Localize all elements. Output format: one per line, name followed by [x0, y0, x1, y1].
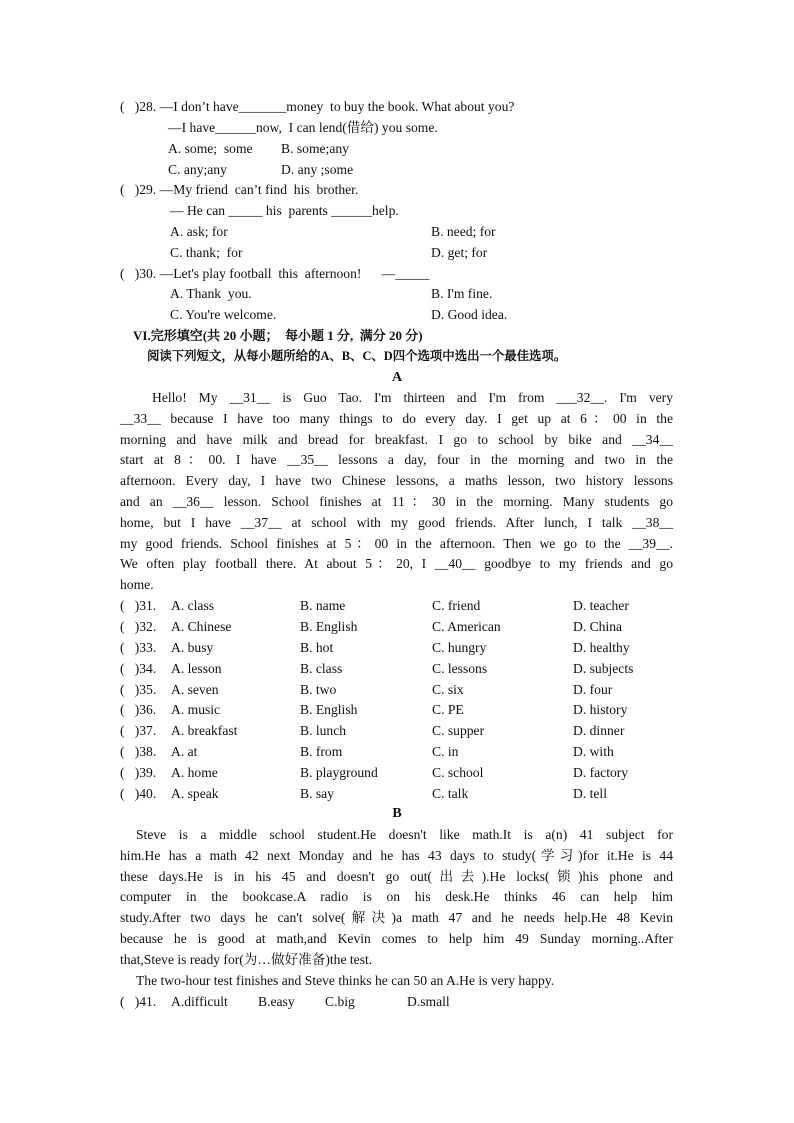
- section-instruction: 阅读下列短文，从每小题所给的A、B、C、D四个选项中选出一个最佳选项。: [147, 349, 567, 363]
- option-a: A. at: [171, 744, 198, 759]
- q30-stem: ( )30. —Let's play football this afternoon! —_____: [120, 266, 430, 281]
- option-d: D. history: [573, 702, 628, 717]
- passage-b-line-5: study.After two days he can't solve(解决)a math 47 and he needs help.He 48 Kevin: [120, 910, 673, 926]
- passage-a-line-4: start at 8：00. I have __35__ lessons a day, four in the morning and two in the: [120, 452, 673, 468]
- passage-a-line-5: afternoon. Every day, I have two Chinese lessons, a maths lesson, two history lessons: [120, 473, 673, 489]
- section-title: VI.完形填空(共 20 小题； 每小题 1 分, 满分 20 分): [133, 328, 423, 343]
- option-a: A. Chinese: [171, 619, 232, 634]
- option-row-number: ( )34.: [120, 661, 157, 676]
- option-a: A. class: [171, 598, 215, 613]
- option-c: C. American: [432, 619, 501, 634]
- option-row-number: ( )36.: [120, 702, 157, 717]
- passage-a-label: A: [391, 370, 403, 385]
- option-b: B. name: [300, 598, 346, 613]
- q30-option-a: A. Thank you.: [170, 286, 252, 301]
- passage-a-line-7: home, but I have __37__ at school with my good friends. After lunch, I talk __38__: [120, 514, 673, 530]
- option-c: C. talk: [432, 786, 469, 801]
- option-b: B. class: [300, 661, 343, 676]
- passage-a-line-9: We often play football there. At about 5：20, I __40__ goodbye to my friends and go: [120, 556, 673, 572]
- option-b: B. two: [300, 682, 337, 697]
- option-b: B. English: [300, 619, 358, 634]
- passage-b-line-2: him.He has a math 42 next Monday and he has 43 days to study(学习)for it.He is 44: [120, 847, 673, 863]
- q41-option-d: D.small: [407, 994, 450, 1009]
- option-b: B. from: [300, 744, 343, 759]
- option-c: C. six: [432, 682, 464, 697]
- passage-b-line-7: that,Steve is ready for(为…做好准备)the test.: [120, 951, 373, 967]
- passage-b-line-6: because he is good at math,and Kevin comes to help him 49 Sunday morning..After: [120, 930, 673, 946]
- passage-a-line-10: home.: [120, 577, 154, 593]
- option-row-number: ( )32.: [120, 619, 157, 634]
- option-b: B. English: [300, 702, 358, 717]
- option-c: C. friend: [432, 598, 481, 613]
- option-b: B. lunch: [300, 723, 347, 738]
- option-b: B. hot: [300, 640, 334, 655]
- q28-option-a: A. some; some: [168, 141, 253, 156]
- passage-b-label: B: [392, 806, 402, 821]
- option-c: C. school: [432, 765, 484, 780]
- option-c: C. lessons: [432, 661, 488, 676]
- q29-option-a: A. ask; for: [170, 224, 228, 239]
- option-row-number: ( )40.: [120, 786, 157, 801]
- option-a: A. home: [171, 765, 218, 780]
- q28-option-d: D. any ;some: [281, 162, 354, 177]
- option-c: C. hungry: [432, 640, 487, 655]
- option-d: D. with: [573, 744, 614, 759]
- option-row-number: ( )37.: [120, 723, 157, 738]
- q28-option-b: B. some;any: [281, 141, 349, 156]
- q29-option-b: B. need; for: [431, 224, 496, 239]
- q41-option-c: C.big: [325, 994, 355, 1009]
- option-a: A. music: [171, 702, 221, 717]
- option-d: D. China: [573, 619, 623, 634]
- passage-a-line-2: __33__ because I have too many things to do every day. I get up at 6：00 in the: [120, 410, 673, 426]
- option-c: C. in: [432, 744, 459, 759]
- option-d: D. healthy: [573, 640, 630, 655]
- option-row-number: ( )39.: [120, 765, 157, 780]
- q28-stem: ( )28. —I don’t have_______money to buy the book. What about you?: [120, 99, 515, 114]
- passage-a-line-8: my good friends. School finishes at 5：00 in the afternoon. Then we go to the __39__.: [120, 535, 673, 551]
- q41-option-a: A.difficult: [171, 994, 228, 1009]
- option-a: A. seven: [171, 682, 219, 697]
- passage-b-line-4: computer in the bookcase.A radio is on his desk.He thinks 46 can help him: [120, 889, 673, 905]
- option-a: A. speak: [171, 786, 219, 801]
- q30-option-b: B. I'm fine.: [431, 286, 493, 301]
- passage-a: [120, 388, 673, 596]
- option-row-number: ( )33.: [120, 640, 157, 655]
- q41-option-b: B.easy: [258, 994, 295, 1009]
- q30-option-d: D. Good idea.: [431, 307, 508, 322]
- q29-line2: — He can _____ his parents ______help.: [170, 203, 399, 218]
- passage-a-line-6: and an __36__ lesson. School finishes at 11：30 in the morning. Many students go: [120, 493, 673, 509]
- option-b: B. playground: [300, 765, 378, 780]
- option-a: A. breakfast: [171, 723, 238, 738]
- option-c: C. supper: [432, 723, 485, 738]
- option-d: D. subjects: [573, 661, 634, 676]
- option-c: C. PE: [432, 702, 464, 717]
- q29-option-d: D. get; for: [431, 245, 488, 260]
- option-d: D. tell: [573, 786, 607, 801]
- option-a: A. lesson: [171, 661, 222, 676]
- passage-a-line-3: morning and have milk and bread for breakfast. I go to school by bike and __34__: [120, 431, 673, 447]
- option-d: D. four: [573, 682, 613, 697]
- q29-option-c: C. thank; for: [170, 245, 243, 260]
- option-d: D. teacher: [573, 598, 629, 613]
- option-a: A. busy: [171, 640, 214, 655]
- option-d: D. dinner: [573, 723, 625, 738]
- option-row-number: ( )35.: [120, 682, 157, 697]
- q28-line2: —I have______now, I can lend(借给) you some.: [168, 120, 438, 135]
- option-b: B. say: [300, 786, 334, 801]
- passage-b-line-8: The two-hour test finishes and Steve thinks he can 50 an A.He is very happy.: [136, 972, 555, 988]
- q30-option-c: C. You're welcome.: [170, 307, 277, 322]
- passage-b: [120, 825, 673, 991]
- option-row-number: ( )38.: [120, 744, 157, 759]
- q28-option-c: C. any;any: [168, 162, 227, 177]
- passage-b-line-3: these days.He is in his 45 and doesn't go out(出去).He locks(锁)his phone and: [120, 868, 673, 884]
- passage-b-line-1: Steve is a middle school student.He doesn't like math.It is a(n) 41 subject for: [136, 827, 673, 842]
- q29-stem: ( )29. —My friend can’t find his brother.: [120, 182, 359, 197]
- q41-number: ( )41.: [120, 994, 157, 1009]
- option-row-number: ( )31.: [120, 598, 157, 613]
- option-d: D. factory: [573, 765, 629, 780]
- passage-a-line-1: Hello! My __31__ is Guo Tao. I'm thirteen and I'm from ___32__. I'm very: [152, 390, 673, 405]
